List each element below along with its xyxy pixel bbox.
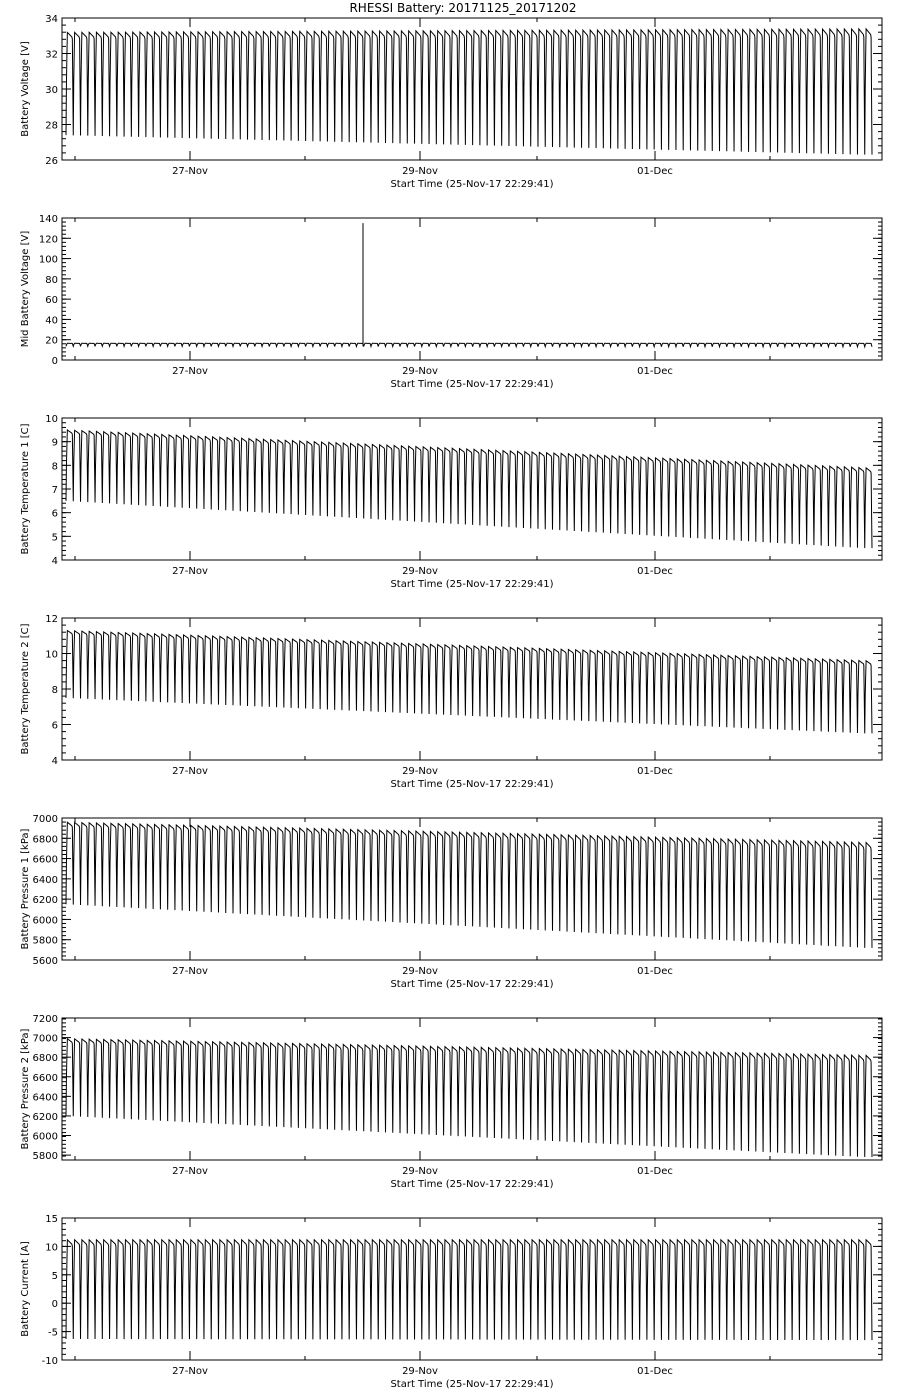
x-axis-label: Start Time (25-Nov-17 22:29:41) [390, 779, 554, 790]
series-trace [66, 430, 872, 548]
x-axis-label: Start Time (25-Nov-17 22:29:41) [390, 379, 554, 390]
x-tick-label: 01-Dec [637, 1166, 673, 1177]
y-tick-label: 100 [38, 254, 58, 266]
x-tick-label: 27-Nov [172, 166, 208, 177]
y-tick-label: 32 [45, 49, 58, 61]
chart-panel-3 [20, 414, 882, 590]
y-tick-label: 12 [45, 614, 58, 625]
chart-panel-4 [20, 614, 882, 790]
chart-panel-1 [20, 14, 882, 190]
x-axis-label: Start Time (25-Nov-17 22:29:41) [390, 979, 554, 990]
y-tick-label: 6400 [32, 1092, 58, 1104]
y-tick-label: 5 [51, 532, 58, 544]
y-tick-label: 6200 [32, 895, 58, 907]
chart-panel-6 [20, 1014, 882, 1190]
y-tick-label: -10 [41, 1356, 58, 1367]
x-axis-label: Start Time (25-Nov-17 22:29:41) [390, 579, 554, 590]
y-tick-label: 6400 [32, 874, 58, 886]
y-tick-label: 30 [45, 85, 58, 96]
y-tick-label: -5 [48, 1327, 58, 1339]
x-tick-label: 27-Nov [172, 966, 208, 977]
x-axis-label: Start Time (25-Nov-17 22:29:41) [390, 179, 554, 190]
y-axis-label: Battery Current [A] [20, 1241, 31, 1337]
x-tick-label: 29-Nov [402, 1366, 438, 1377]
y-tick-label: 8 [51, 685, 58, 696]
y-tick-label: 6 [51, 508, 58, 520]
series-trace [66, 1039, 872, 1157]
y-tick-label: 4 [51, 756, 58, 767]
chart-panel-2 [20, 214, 882, 390]
y-axis-label: Battery Pressure 1 [kPa] [20, 828, 31, 950]
y-tick-label: 5600 [32, 956, 58, 967]
x-axis-label: Start Time (25-Nov-17 22:29:41) [390, 1379, 554, 1390]
x-tick-label: 01-Dec [637, 366, 673, 377]
chart-panel-5 [20, 814, 882, 990]
series-trace [66, 343, 872, 347]
y-tick-label: 120 [38, 234, 58, 246]
y-tick-label: 6000 [32, 1131, 58, 1143]
y-tick-label: 80 [45, 274, 58, 286]
y-axis-label: Battery Temperature 1 [C] [20, 423, 31, 555]
x-tick-label: 29-Nov [402, 566, 438, 577]
y-axis-label: Battery Voltage [V] [20, 41, 31, 137]
y-tick-label: 6800 [32, 834, 58, 846]
x-tick-label: 01-Dec [637, 166, 673, 177]
figure-title: RHESSI Battery: 20171125_20171202 [349, 1, 577, 15]
y-tick-label: 6 [51, 720, 58, 732]
x-tick-label: 29-Nov [402, 966, 438, 977]
x-tick-label: 27-Nov [172, 766, 208, 777]
y-tick-label: 6800 [32, 1053, 58, 1065]
y-tick-label: 10 [45, 1242, 58, 1254]
y-tick-label: 20 [45, 335, 58, 347]
y-axis-label: Battery Pressure 2 [kPa] [20, 1028, 31, 1150]
y-tick-label: 140 [38, 214, 58, 225]
y-axis-label: Mid Battery Voltage [V] [20, 230, 31, 348]
y-tick-label: 10 [45, 414, 58, 425]
y-tick-label: 8 [51, 461, 58, 473]
y-axis-label: Battery Temperature 2 [C] [20, 623, 31, 755]
x-tick-label: 27-Nov [172, 366, 208, 377]
series-trace [66, 1240, 872, 1340]
x-tick-label: 27-Nov [172, 1166, 208, 1177]
y-tick-label: 26 [45, 156, 58, 167]
x-tick-label: 29-Nov [402, 366, 438, 377]
x-tick-label: 29-Nov [402, 766, 438, 777]
x-tick-label: 29-Nov [402, 166, 438, 177]
x-tick-label: 01-Dec [637, 766, 673, 777]
y-tick-label: 60 [45, 295, 58, 307]
y-tick-label: 10 [45, 649, 58, 661]
chart-panel-7 [20, 1214, 882, 1390]
y-tick-label: 6200 [32, 1111, 58, 1123]
x-tick-label: 29-Nov [402, 1166, 438, 1177]
plot-frame [62, 218, 882, 360]
y-tick-label: 5800 [32, 1151, 58, 1163]
y-tick-label: 6600 [32, 854, 58, 866]
y-tick-label: 0 [51, 1299, 58, 1311]
y-tick-label: 40 [45, 315, 58, 327]
y-tick-label: 5 [51, 1270, 58, 1282]
y-tick-label: 0 [51, 356, 58, 367]
y-tick-label: 7 [51, 485, 58, 496]
y-tick-label: 15 [45, 1214, 58, 1225]
y-tick-label: 28 [45, 120, 58, 132]
x-tick-label: 01-Dec [637, 1366, 673, 1377]
series-trace [66, 822, 872, 948]
x-tick-label: 27-Nov [172, 1366, 208, 1377]
x-tick-label: 01-Dec [637, 566, 673, 577]
series-trace [66, 631, 872, 734]
y-tick-label: 7000 [32, 1033, 58, 1045]
y-tick-label: 34 [45, 14, 58, 25]
y-tick-label: 6600 [32, 1072, 58, 1084]
y-tick-label: 4 [51, 556, 58, 567]
y-tick-label: 6000 [32, 915, 58, 927]
y-tick-label: 5800 [32, 935, 58, 947]
x-tick-label: 27-Nov [172, 566, 208, 577]
x-tick-label: 01-Dec [637, 966, 673, 977]
y-tick-label: 7000 [32, 814, 58, 825]
x-axis-label: Start Time (25-Nov-17 22:29:41) [390, 1179, 554, 1190]
y-tick-label: 7200 [32, 1014, 58, 1025]
series-trace [66, 29, 872, 155]
y-tick-label: 9 [51, 437, 58, 449]
